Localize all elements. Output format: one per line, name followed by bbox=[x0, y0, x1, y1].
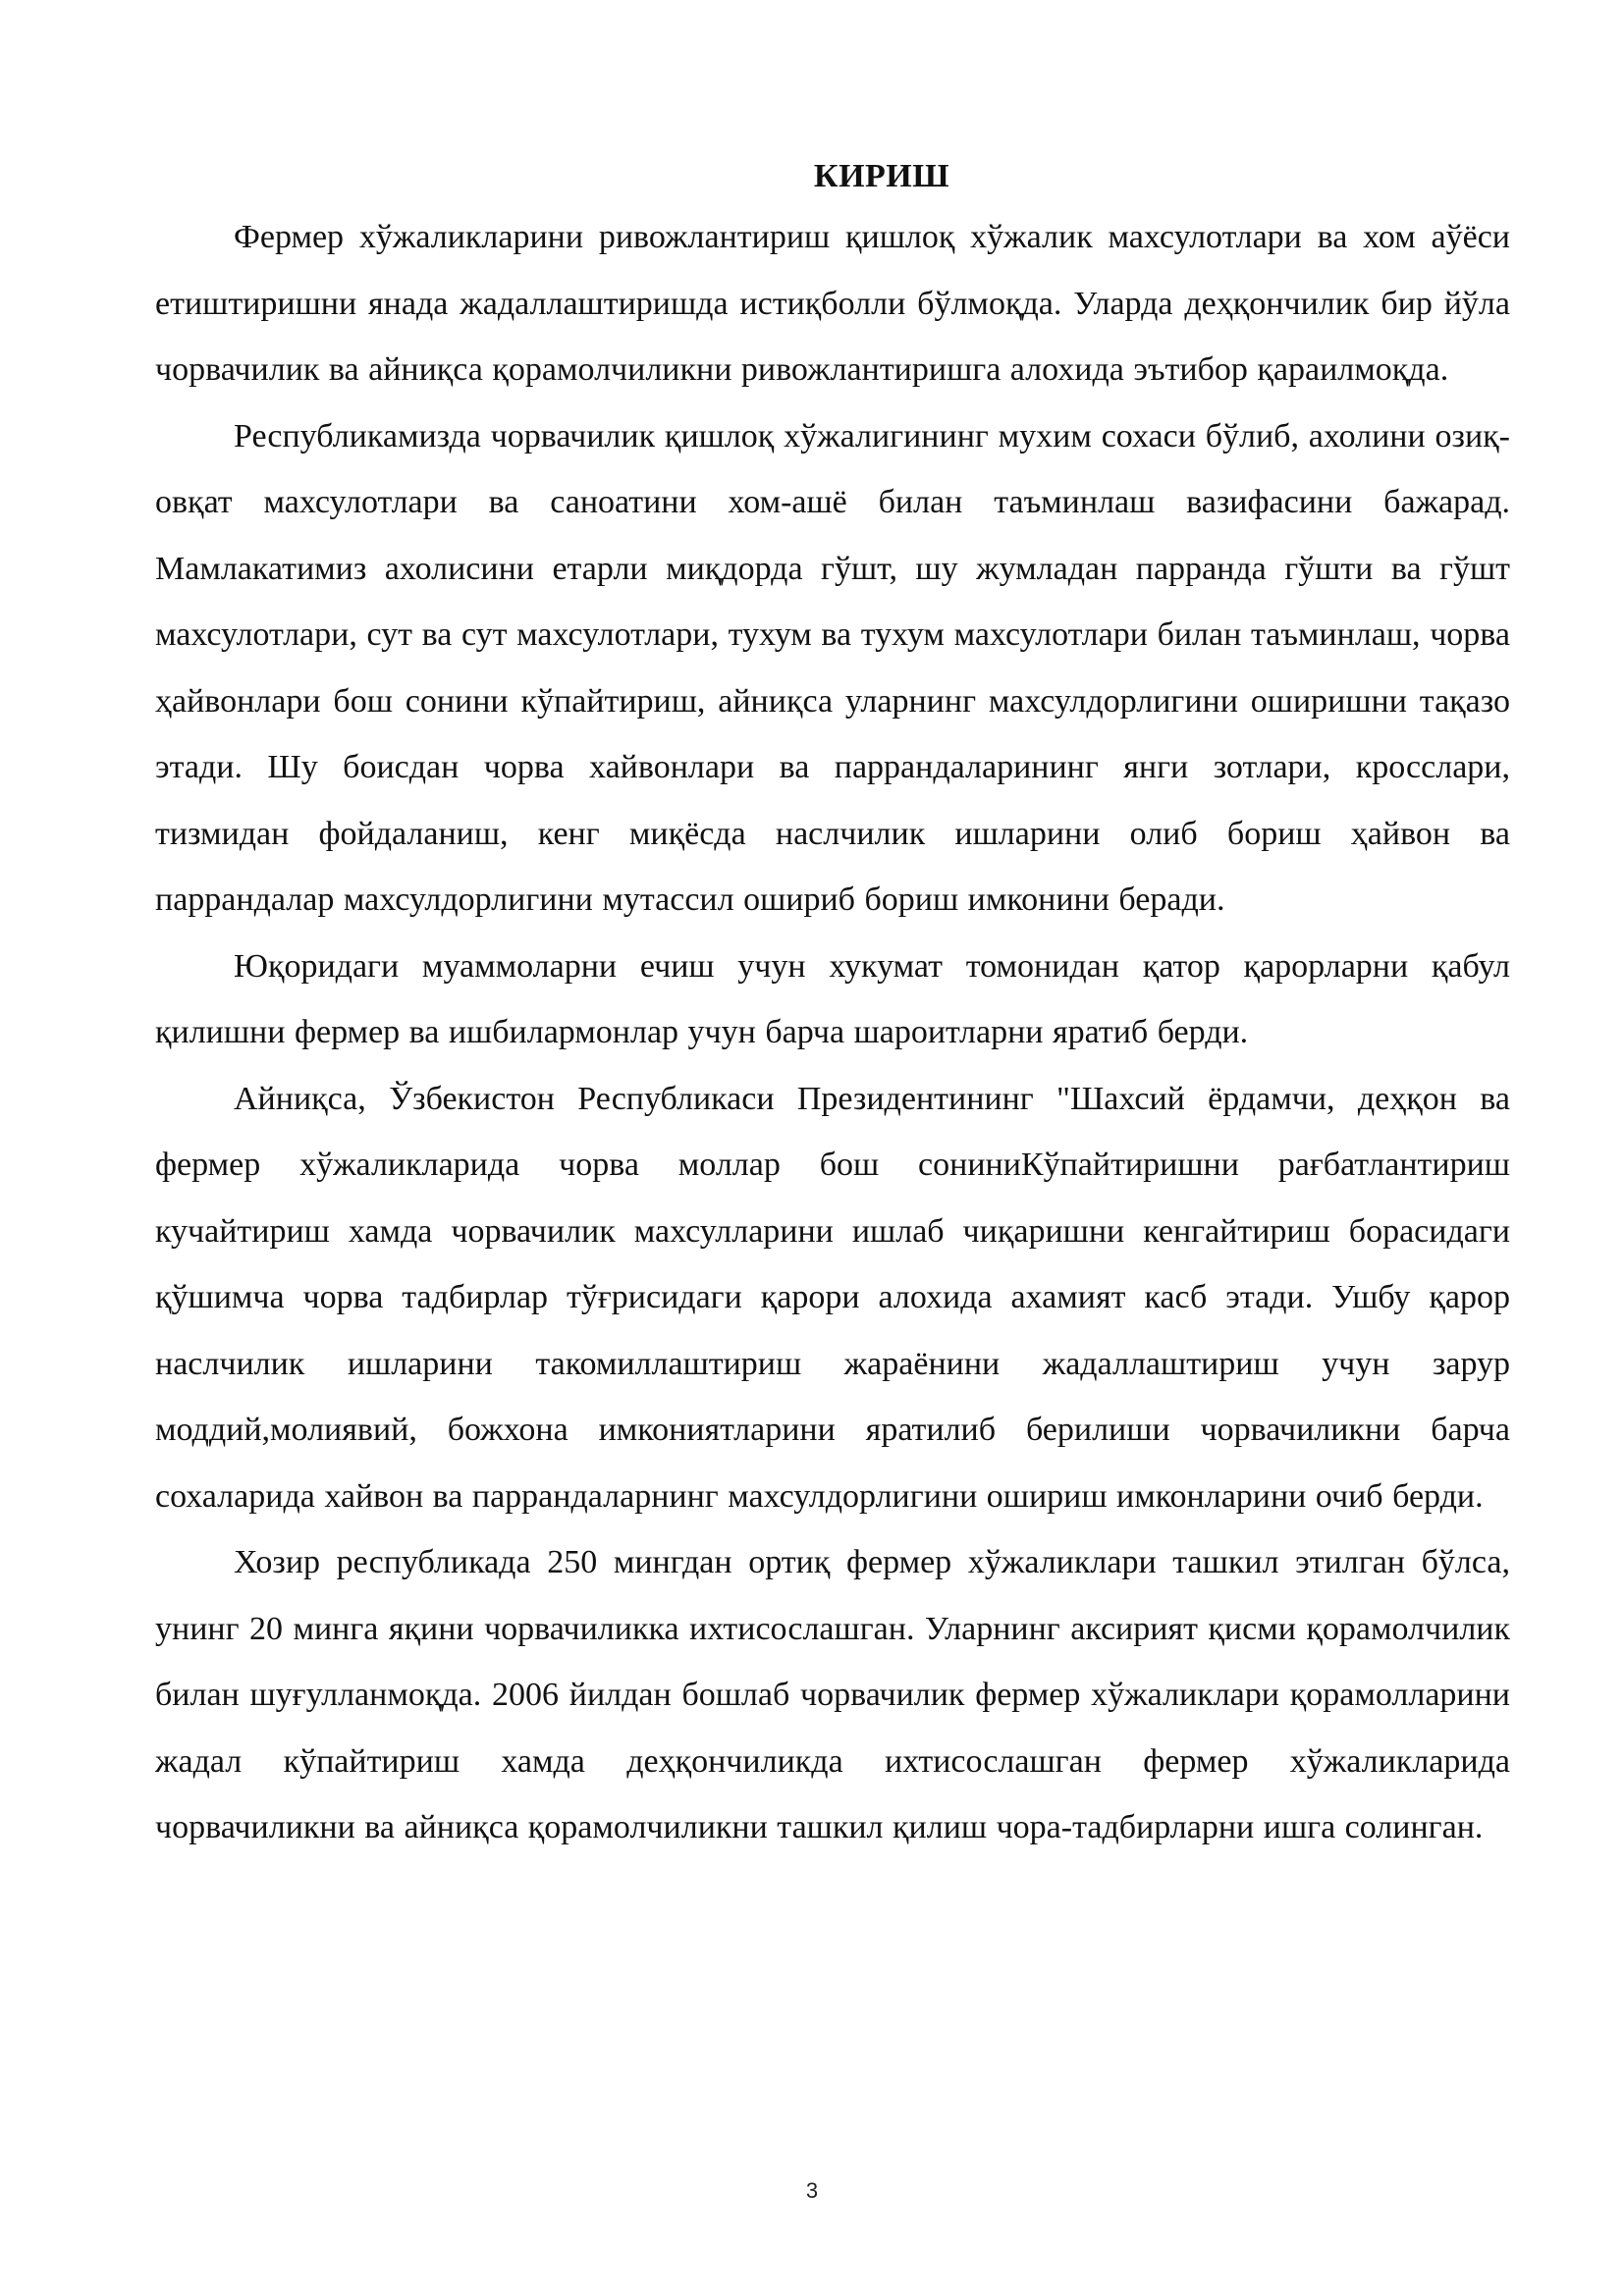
section-title: КИРИШ bbox=[813, 158, 950, 194]
paragraph-3: Юқоридаги муаммоларни ечиш учун хукумат томонидан қатор қарорларни қабул қилишни фермер ва ишбилармонлар учун барча шароитларни яратиб берди. bbox=[155, 947, 1510, 1050]
paragraph-5: Хозир республикада 250 мингдан ортиқ фермер хўжаликлари ташкил этилган бўлса, унинг 20 минга яқини чорвачиликка ихтисослашган. Уларнинг аксирият қисми қорамолчилик билан шуғулланмоқда. 2006 йилдан бошлаб чорвачилик фермер хўжаликлари қорамолларини жадал кўпайтириш хамда деҳқончиликда ихтисослашган фермер хўжаликларида чорвачиликни ва айниқса қорамолчиликни ташкил қилиш чора-тадбирларни ишга солинган. bbox=[155, 1544, 1510, 1845]
paragraph-2: Республикамизда чорвачилик қишлоқ хўжалигининг мухим сохаси бўлиб, ахолини озиқ-овқат махсулотлари ва саноатини хом-ашё билан таъминлаш вазифасини бажарад. Мамлакатимиз ахолисини етарли миқдорда гўшт, шу жумладан парранда гўшти ва гўшт махсулотлари, сут ва сут махсулотлари, тухум ва тухум махсулотлари билан таъминлаш, чорва ҳайвонлари бош сонини кўпайтириш, айниқса уларнинг махсулдорлигини оширишни тақазо этади. Шу боисдан чорва хайвонлари ва паррандаларининг янги зотлари, кросслари, тизмидан фойдаланиш, кенг миқёсда наслчилик ишларини олиб бориш ҳайвон ва паррандалар махсулдорлигини мутассил ошириб бориш имконини беради. bbox=[155, 417, 1510, 918]
paragraph-4: Айниқса, Ўзбекистон Республикаси Президентининг "Шахсий ёрдамчи, деҳқон ва фермер хўжаликларида чорва моллар бош сониниКўпайтиришни рағбатлантириш кучайтириш хамда чорвачилик махсулларини ишлаб чиқаришни кенгайтириш борасидаги қўшимча чорва тадбирлар тўғрисидаги қарори алохида ахамият касб этади. Ушбу қарор наслчилик ишларини такомиллаштириш жараёнини жадаллаштириш учун зарур моддий,молиявий, божхона имкониятларини яратилиб берилиши чорвачиликни барча сохаларида хайвон ва паррандаларнинг махсулдорлигини ошириш имконларини очиб берди. bbox=[155, 1080, 1510, 1515]
page-content bbox=[155, 149, 1510, 1861]
page-number: 3 bbox=[805, 2178, 819, 2203]
paragraph-1: Фермер хўжаликларини ривожлантириш қишлоқ хўжалик махсулотлари ва хом аўёси етиштиришни янада жадаллаштиришда истиқболли бўлмоқда. Уларда деҳқончилик бир йўла чорвачилик ва айниқса қорамолчиликни ривожлантиришга алохида эътибор қараилмоқда. bbox=[155, 219, 1510, 388]
